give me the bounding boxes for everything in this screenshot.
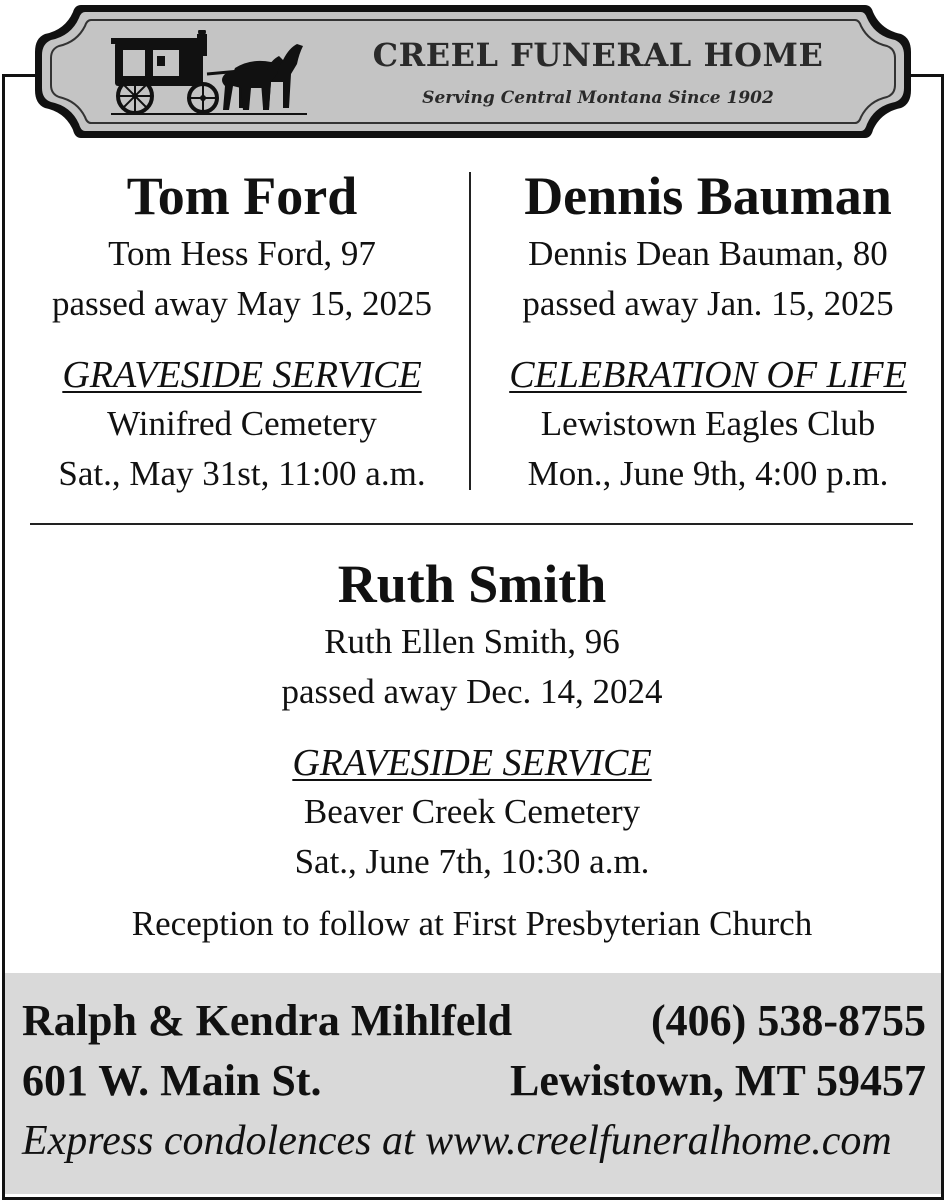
horse-drawn-hearse-icon xyxy=(111,30,311,116)
service-type: CELEBRATION OF LIFE xyxy=(509,354,907,396)
funeral-home-tagline: Serving Central Montana Since 1902 xyxy=(422,88,774,108)
service-datetime: Sat., June 7th, 10:30 a.m. xyxy=(294,842,650,881)
funeral-home-name: CREEL FUNERAL HOME xyxy=(372,36,824,74)
service-location: Winifred Cemetery xyxy=(107,404,377,443)
date-of-death: passed away Jan. 15, 2025 xyxy=(522,284,894,323)
city-state-zip: Lewistown, MT 59457 xyxy=(510,1056,926,1105)
full-name-age: Ruth Ellen Smith, 96 xyxy=(324,622,620,661)
date-of-death: passed away May 15, 2025 xyxy=(51,284,433,323)
owners-name: Ralph & Kendra Mihlfeld xyxy=(22,996,513,1045)
deceased-name: Tom Ford xyxy=(126,166,358,226)
deceased-name: Dennis Bauman xyxy=(524,166,892,226)
reception-note: Reception to follow at First Presbyterian Church xyxy=(131,904,813,943)
date-of-death: passed away Dec. 14, 2024 xyxy=(281,672,663,711)
notice-dennis-bauman xyxy=(478,163,938,499)
service-location: Beaver Creek Cemetery xyxy=(303,792,641,831)
condolences-link[interactable]: Express condolences at www.creelfuneralhome.com xyxy=(22,1118,892,1164)
service-datetime: Mon., June 9th, 4:00 p.m. xyxy=(527,454,889,493)
full-name-age: Dennis Dean Bauman, 80 xyxy=(528,234,888,273)
street-address: 601 W. Main St. xyxy=(22,1056,322,1105)
service-location: Lewistown Eagles Club xyxy=(540,404,876,443)
notice-ruth-smith xyxy=(30,551,914,949)
column-divider xyxy=(469,172,471,490)
section-divider xyxy=(30,523,913,525)
service-datetime: Sat., May 31st, 11:00 a.m. xyxy=(58,454,426,493)
service-type: GRAVESIDE SERVICE xyxy=(62,354,422,396)
notice-tom-ford xyxy=(22,163,462,499)
contact-footer xyxy=(5,973,941,1194)
phone-number[interactable]: (406) 538-8755 xyxy=(651,996,926,1045)
contact-row-2 xyxy=(22,1055,926,1106)
deceased-name: Ruth Smith xyxy=(337,554,607,614)
contact-row-1 xyxy=(22,995,926,1046)
header-plaque xyxy=(33,0,913,143)
full-name-age: Tom Hess Ford, 97 xyxy=(108,234,376,273)
service-type: GRAVESIDE SERVICE xyxy=(292,742,652,784)
